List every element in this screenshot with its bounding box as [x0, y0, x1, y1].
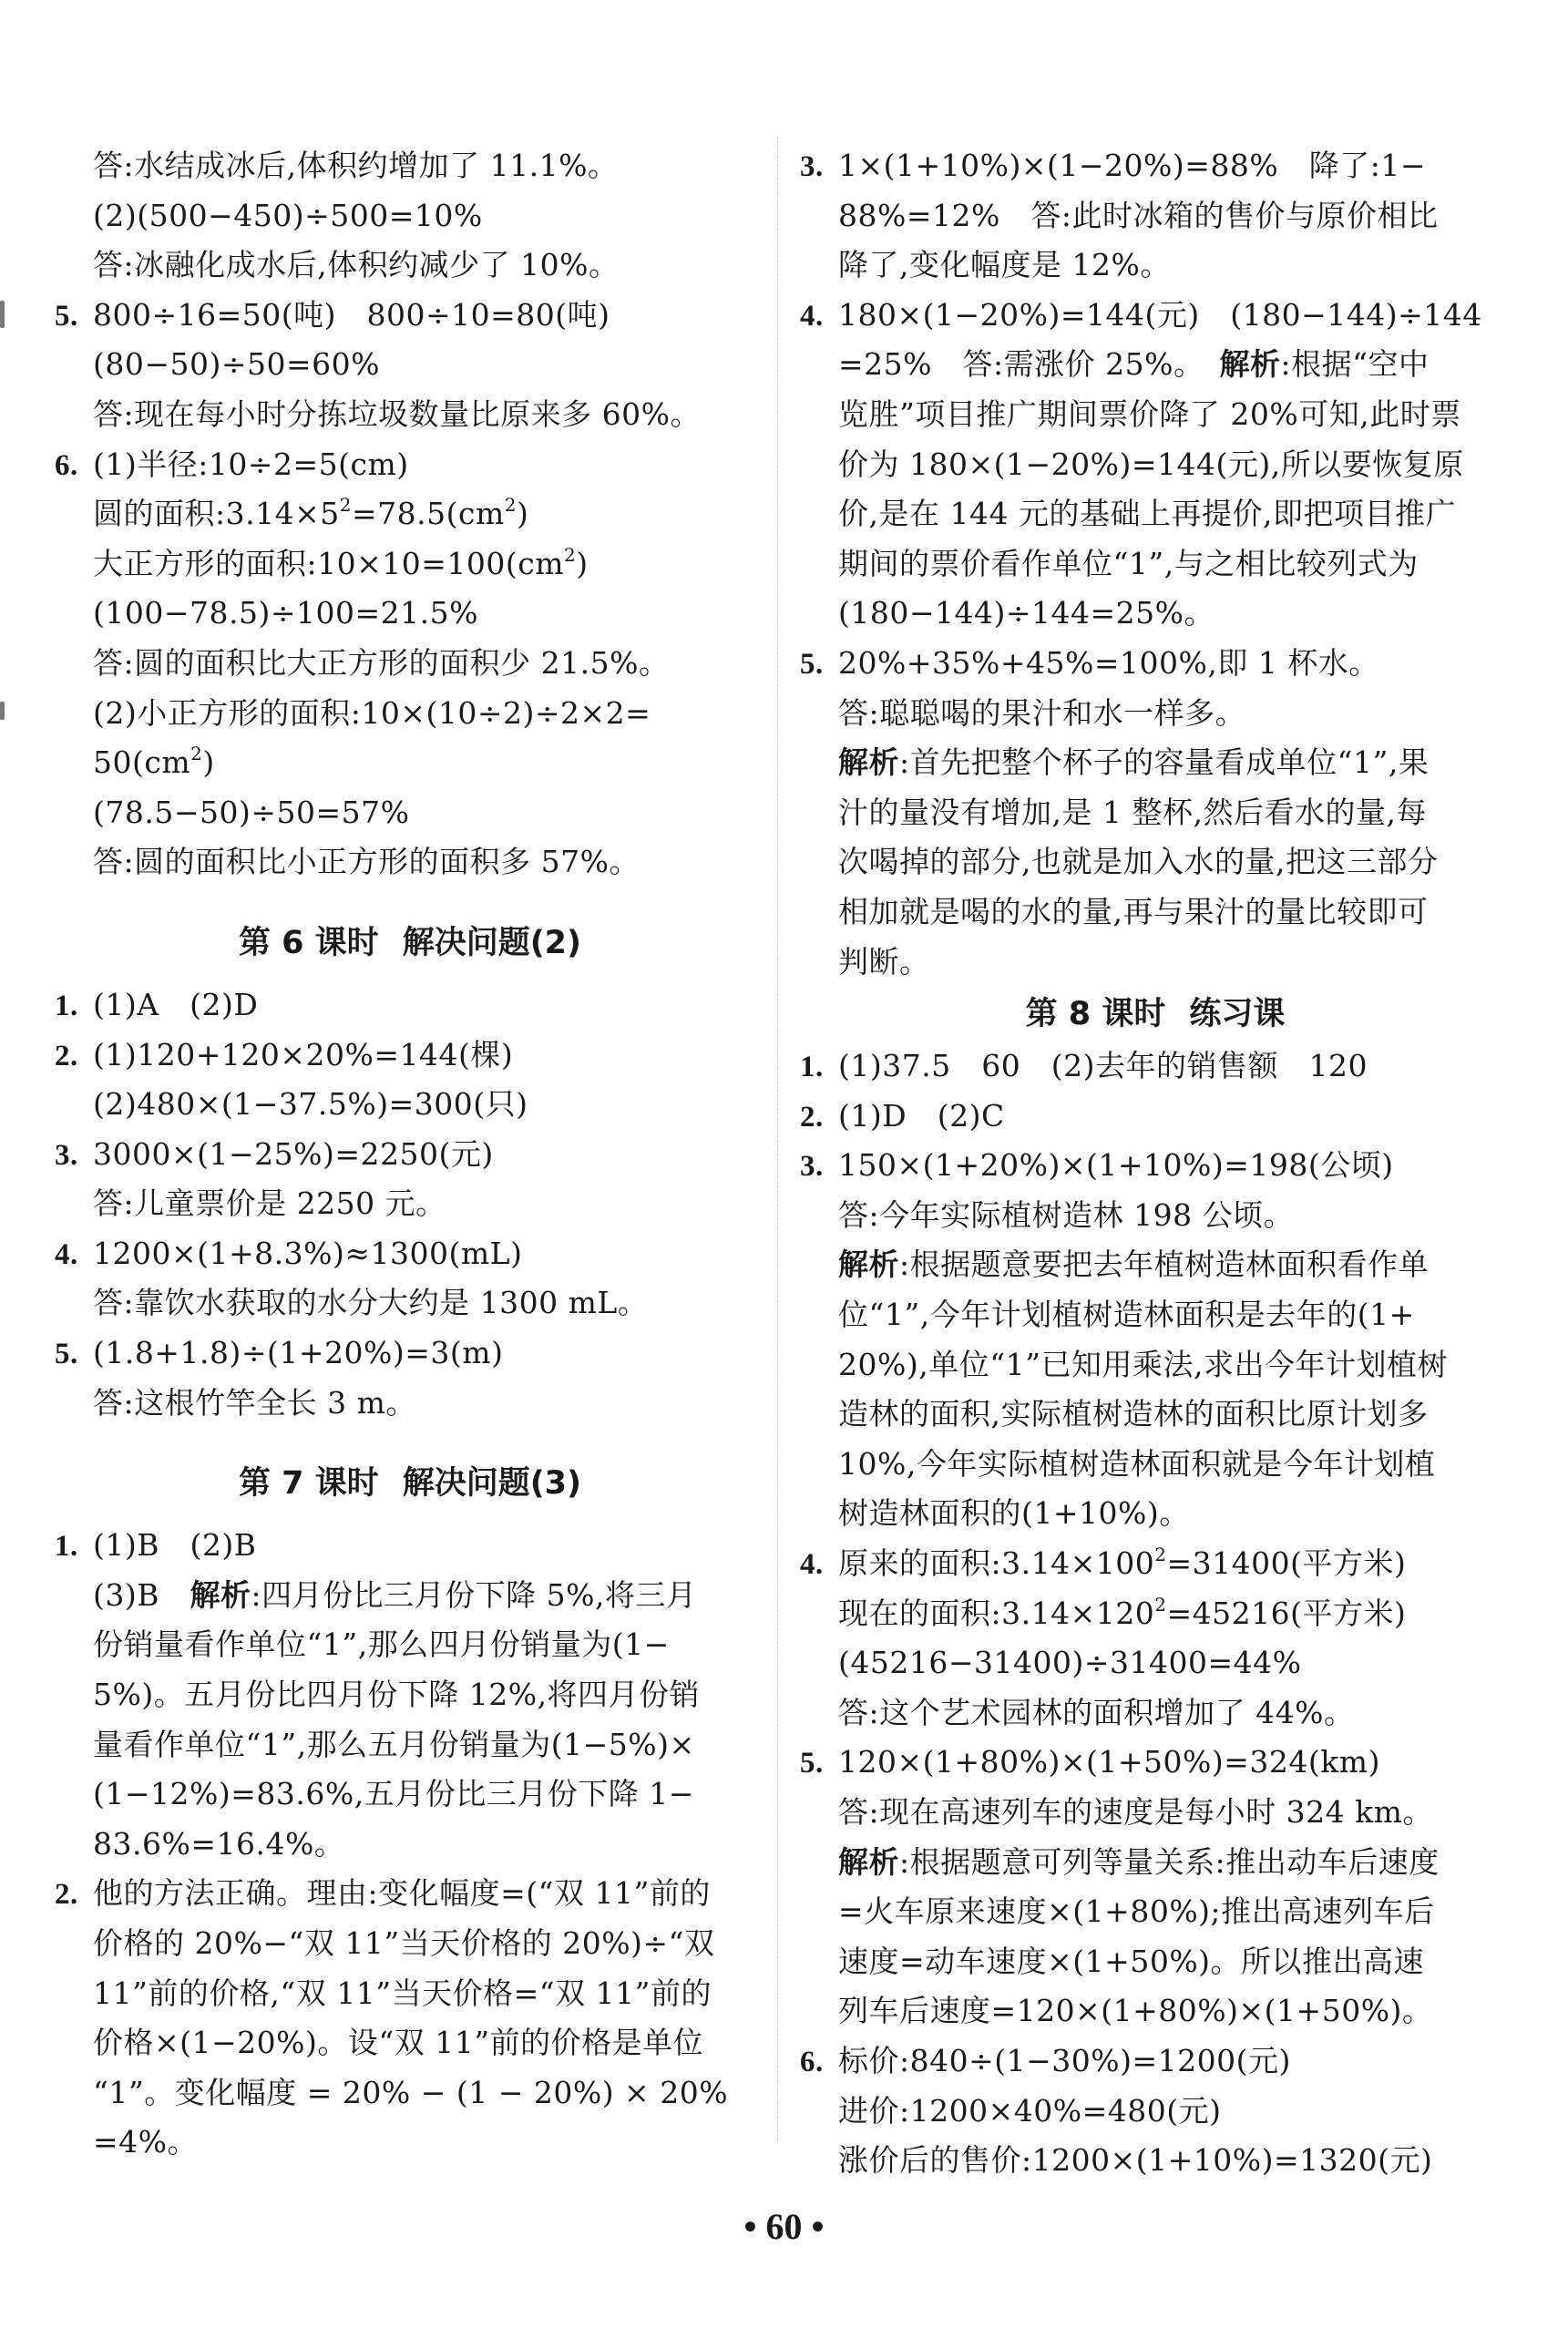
- heading-part: 第 6 课时: [238, 924, 379, 961]
- text-line: 1200×(1+8.3%)≈1300(mL): [93, 1235, 523, 1271]
- text-line: (1)37.5 60 (2)去年的销售额 120: [838, 1048, 1368, 1084]
- scan-edge-mark: [0, 702, 5, 720]
- heading-part: 解决问题(2): [402, 924, 582, 961]
- question-number: 4.: [800, 1548, 824, 1582]
- text-line: 量看作单位“1”,那么五月份销量为(1−5%)×: [93, 1726, 695, 1762]
- question-number: 5.: [800, 647, 824, 681]
- text-line: 相加就是喝的水的量,再与果汁的量比较即可: [838, 893, 1429, 929]
- text-line: 涨价后的售价:1200×(1+10%)=1320(元): [838, 2142, 1433, 2179]
- text-line: =火车原来速度×(1+80%);推出高速列车后: [838, 1893, 1435, 1930]
- text-line: 判断。: [838, 943, 930, 980]
- text-line: [55, 489, 765, 539]
- text-line: 120×(1+80%)×(1+50%)=324(km): [838, 1744, 1380, 1780]
- question-number: 1.: [55, 989, 78, 1022]
- question-number: 3.: [800, 1150, 824, 1184]
- text-line: 汁的量没有增加,是 1 整杯,然后看水的量,每: [838, 794, 1427, 830]
- text-line: “1”。变化幅度 = 20% − (1 − 20%) × 20%: [93, 2074, 729, 2110]
- text-line: 标价:840÷(1−30%)=1200(元): [838, 2042, 1291, 2078]
- text-line: 进价:1200×40%=480(元): [838, 2092, 1222, 2129]
- text-line: 答:冰融化成水后,体积约减少了 10%。: [93, 247, 620, 283]
- heading-part: 练习课: [1189, 996, 1286, 1033]
- text-line: 答:这根竹竿全长 3 m。: [93, 1384, 416, 1421]
- text-line: 价为 180×(1−20%)=144(元),所以要恢复原: [838, 446, 1464, 482]
- text-part: ): [202, 744, 215, 781]
- question-1: [55, 1521, 765, 1571]
- text-line: 造林的面积,实际植树造林的面积比原计划多: [838, 1396, 1429, 1432]
- question-number: 3.: [55, 1138, 78, 1172]
- exponent: 2: [1154, 1544, 1167, 1566]
- analysis-label: 解析: [838, 1247, 899, 1283]
- text-line: 树造林面积的(1+10%)。: [838, 1495, 1190, 1532]
- text-line: (80−50)÷50=60%: [93, 346, 381, 383]
- text-line: 3000×(1−25%)=2250(元): [93, 1135, 494, 1172]
- question-number: 4.: [800, 299, 824, 333]
- analysis-label: 解析: [838, 744, 899, 781]
- text-part: =25% 答:需涨价 25%。: [838, 346, 1220, 383]
- text-part: =78.5(cm: [351, 496, 505, 532]
- question-number: 5.: [55, 1338, 78, 1371]
- text-part: 大正方形的面积:10×10=100(cm: [93, 545, 565, 581]
- text-line: 答:靠饮水获取的水分大约是 1300 mL。: [93, 1285, 649, 1321]
- text-line: (1)B (2)B: [93, 1527, 257, 1564]
- question-4: [800, 291, 1511, 341]
- text-line: (45216−31400)÷31400=44%: [838, 1645, 1302, 1681]
- text-line: (78.5−50)÷50=57%: [93, 794, 410, 830]
- text-line: [800, 1589, 1511, 1639]
- analysis-label: 解析: [1219, 346, 1281, 383]
- text-line: 速度=动车速度×(1+50%)。所以推出高速: [838, 1943, 1425, 1979]
- text-line: 答:聪聪喝的果汁和水一样多。: [838, 694, 1246, 731]
- question-5: [55, 291, 765, 341]
- question-number: 5.: [800, 1747, 824, 1780]
- text-line: [800, 340, 1511, 390]
- text-line: 150×(1+20%)×(1+10%)=198(公顷): [838, 1147, 1394, 1184]
- text-part: 原来的面积:3.14×100: [838, 1545, 1155, 1582]
- text-line: 份销量看作单位“1”,那么四月份销量为(1−: [93, 1626, 670, 1663]
- text-part: (3)B: [93, 1576, 190, 1613]
- text-line: 答:水结成冰后,体积约增加了 11.1%。: [93, 148, 619, 183]
- text-line: (1)D (2)C: [838, 1097, 1005, 1134]
- question-4: [55, 1229, 765, 1279]
- question-3: [55, 1130, 765, 1180]
- question-2: [55, 1031, 765, 1081]
- text-line: [800, 738, 1511, 788]
- text-line: =4%。: [93, 2124, 199, 2160]
- right-column: [800, 141, 1511, 2186]
- question-6: [800, 2037, 1511, 2087]
- text-line: [55, 1571, 765, 1621]
- text-line: 答:现在每小时分拣垃圾数量比原来多 60%。: [93, 395, 701, 432]
- text-line: 位“1”,今年计划植树造林面积是去年的(1+: [838, 1297, 1415, 1333]
- text-line: (1)A (2)D: [93, 986, 259, 1022]
- section-heading: [55, 1446, 765, 1521]
- text-part: 50(cm: [93, 744, 191, 781]
- question-number: 5.: [55, 299, 78, 333]
- question-number: 1.: [800, 1051, 824, 1084]
- text-line: 览胜”项目推广期间票价降了 20%可知,此时票: [838, 395, 1461, 432]
- analysis-label: 解析: [838, 1843, 899, 1880]
- text-line: 答:这个艺术园林的面积增加了 44%。: [838, 1694, 1355, 1730]
- text-part: ): [576, 545, 589, 581]
- text-line: 180×(1−20%)=144(元) (180−144)÷144: [838, 296, 1482, 333]
- text-line: 价格×(1−20%)。设“双 11”前的价格是单位: [93, 2025, 704, 2061]
- text-line: [800, 1240, 1511, 1290]
- section-heading: [800, 987, 1511, 1041]
- text-part: =31400(平方米): [1166, 1545, 1407, 1582]
- text-line: 88%=12% 答:此时冰箱的售价与原价相比: [838, 197, 1439, 233]
- question-number: 6.: [55, 448, 78, 482]
- text-part: 圆的面积:3.14×5: [93, 496, 340, 532]
- text-line: (2)(500−450)÷500=10%: [93, 197, 483, 233]
- text-part: :根据题意可列等量关系:推出动车后速度: [899, 1843, 1440, 1880]
- exponent: 2: [190, 743, 203, 765]
- question-4: [800, 1539, 1511, 1589]
- text-line: 列车后速度=120×(1+80%)×(1+50%)。: [838, 1993, 1433, 2029]
- page-number: • 60 •: [743, 2206, 825, 2247]
- text-line: (1)半径:10÷2=5(cm): [93, 446, 409, 482]
- text-line: 答:现在高速列车的速度是每小时 324 km。: [838, 1794, 1433, 1830]
- question-5: [800, 1738, 1511, 1788]
- question-5: [800, 639, 1511, 689]
- text-line: (2)小正方形的面积:10×(10÷2)÷2×2=: [93, 694, 651, 731]
- question-5: [55, 1329, 765, 1379]
- question-3: [800, 141, 1511, 191]
- text-line: 20%+35%+45%=100%,即 1 杯水。: [838, 644, 1379, 681]
- text-part: :根据“空中: [1280, 346, 1430, 383]
- text-part: ): [517, 496, 529, 532]
- question-6: [55, 440, 765, 490]
- heading-part: 第 8 课时: [1025, 996, 1166, 1033]
- text-line: 20%),单位“1”已知用乘法,求出今年计划植树: [838, 1346, 1448, 1382]
- question-1: [55, 980, 765, 1031]
- text-line: (2)480×(1−37.5%)=300(只): [93, 1086, 528, 1123]
- column-divider: [777, 137, 778, 2141]
- text-line: 次喝掉的部分,也就是加入水的量,把这三部分: [838, 844, 1439, 880]
- text-line: (100−78.5)÷100=21.5%: [93, 595, 478, 631]
- text-part: 现在的面积:3.14×120: [838, 1595, 1155, 1631]
- scan-edge-mark: [0, 301, 5, 328]
- text-line: (1)120+120×20%=144(棵): [93, 1036, 514, 1072]
- text-line: 10%,今年实际植树造林面积就是今年计划植: [838, 1445, 1436, 1482]
- question-number: 2.: [800, 1100, 824, 1134]
- text-line: 答:圆的面积比大正方形的面积少 21.5%。: [93, 644, 670, 681]
- exponent: 2: [1154, 1593, 1167, 1616]
- question-number: 1.: [55, 1530, 78, 1564]
- text-part: :四月份比三月份下降 5%,将三月: [251, 1576, 697, 1613]
- question-number: 4.: [55, 1237, 78, 1271]
- question-number: 6.: [800, 2045, 824, 2078]
- text-line: 价,是在 144 元的基础上再提价,即把项目推广: [838, 496, 1456, 532]
- text-line: 期间的票价看作单位“1”,与之相比较列式为: [838, 545, 1419, 581]
- text-line: 答:圆的面积比小正方形的面积多 57%。: [93, 844, 640, 880]
- section-heading: [55, 906, 765, 980]
- text-line: 1×(1+10%)×(1−20%)=88% 降了:1−: [838, 148, 1427, 183]
- question-number: 3.: [800, 150, 824, 183]
- text-line: 800÷16=50(吨) 800÷10=80(吨): [93, 296, 610, 333]
- question-number: 2.: [55, 1878, 78, 1912]
- exponent: 2: [339, 494, 352, 517]
- text-line: 价格的 20%−“双 11”当天价格的 20%)÷“双: [93, 1925, 715, 1961]
- text-line: 5%)。五月份比四月份下降 12%,将四月份销: [93, 1677, 701, 1713]
- exponent: 2: [504, 494, 517, 517]
- text-line: (1−12%)=83.6%,五月份比三月份下降 1−: [93, 1776, 694, 1812]
- analysis-label: 解析: [190, 1576, 251, 1613]
- text-part: :根据题意要把去年植树造林面积看作单: [899, 1247, 1430, 1283]
- question-3: [800, 1141, 1511, 1191]
- left-column: [55, 141, 765, 2168]
- text-line: 11”前的价格,“双 11”当天价格=“双 11”前的: [93, 1975, 712, 2011]
- text-line: [55, 539, 765, 590]
- text-line: [800, 1838, 1511, 1888]
- heading-part: 第 7 课时: [238, 1465, 379, 1503]
- text-line: 答:儿童票价是 2250 元。: [93, 1185, 446, 1222]
- text-line: (180−144)÷144=25%。: [838, 595, 1215, 631]
- text-part: =45216(平方米): [1166, 1595, 1407, 1631]
- text-line: [55, 738, 765, 788]
- text-part: :首先把整个杯子的容量看成单位“1”,果: [899, 744, 1430, 781]
- heading-part: 解决问题(3): [402, 1465, 582, 1503]
- question-number: 2.: [55, 1039, 78, 1072]
- question-2: [55, 1869, 765, 1919]
- text-line: (1.8+1.8)÷(1+20%)=3(m): [93, 1335, 504, 1371]
- question-1: [800, 1041, 1511, 1092]
- text-line: 83.6%=16.4%。: [93, 1825, 345, 1862]
- exponent: 2: [564, 543, 577, 566]
- text-line: 他的方法正确。理由:变化幅度=(“双 11”前的: [93, 1875, 711, 1912]
- question-2: [800, 1092, 1511, 1142]
- text-line: 答:今年实际植树造林 198 公顷。: [838, 1196, 1295, 1233]
- text-line: 降了,变化幅度是 12%。: [838, 247, 1171, 283]
